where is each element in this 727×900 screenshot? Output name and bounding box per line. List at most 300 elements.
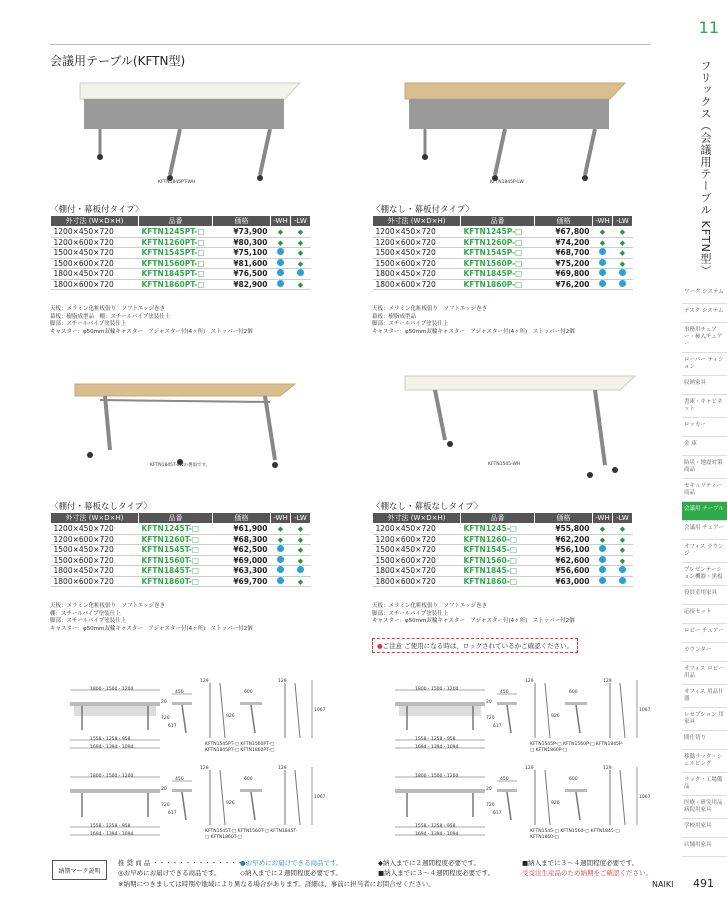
header-code: 品番 bbox=[461, 216, 535, 227]
side-title: フリックス（会議用テーブル KFTN型） bbox=[699, 60, 712, 277]
photo-caption-3: KFTN1845T-LWの裏面です。 bbox=[150, 463, 211, 468]
sidebar-item[interactable]: 事務用チェアー・極入チェアー bbox=[682, 323, 727, 353]
sidebar-item[interactable]: 役員室用家具 bbox=[682, 586, 727, 605]
code-cell: KFTN1560-□ bbox=[461, 555, 535, 566]
lw-cell bbox=[613, 576, 633, 587]
code-cell: KFTN1845PT-□ bbox=[139, 269, 213, 280]
price-cell: ¥69,700 bbox=[213, 576, 271, 587]
note-line: 天板：メラミン化粧板張り ソフトエッジ巻き bbox=[372, 603, 488, 609]
header-price: 価格 bbox=[213, 513, 271, 524]
wh-cell bbox=[271, 227, 291, 238]
spec-table-4 bbox=[372, 512, 633, 587]
note-line: 棚：スチールパイプ塗装仕上 bbox=[50, 610, 121, 617]
circle-mark-icon bbox=[277, 545, 284, 552]
diamond-mark-icon: ◆ bbox=[277, 238, 284, 247]
circle-mark-icon bbox=[599, 248, 606, 255]
code-cell: KFTN1845T-□ bbox=[139, 566, 213, 577]
spec-table-1 bbox=[50, 215, 311, 290]
header-wh: -WH bbox=[271, 513, 291, 524]
wh-cell bbox=[271, 555, 291, 566]
wh-cell bbox=[271, 258, 291, 269]
diamond-mark-icon: ◆ bbox=[297, 259, 304, 268]
size-cell: 1200×450×720 bbox=[51, 524, 139, 535]
folded-1067-label: 1067 bbox=[314, 795, 326, 800]
price-cell: ¥62,500 bbox=[213, 545, 271, 556]
table-row bbox=[51, 555, 311, 566]
code-cell: KFTN1845P-□ bbox=[461, 269, 535, 280]
table-row bbox=[373, 524, 633, 535]
lw-cell bbox=[291, 269, 311, 280]
sidebar-item[interactable]: オフィス ラウンジ bbox=[682, 540, 727, 563]
category-sidebar bbox=[682, 285, 727, 857]
table-row bbox=[51, 566, 311, 577]
price-cell: ¥69,000 bbox=[213, 555, 271, 566]
diamond-mark-icon: ◆ bbox=[297, 525, 304, 534]
folded-1067-label: 1067 bbox=[639, 708, 651, 713]
spec-notes-4 bbox=[372, 603, 575, 626]
size-cell: 1500×600×720 bbox=[373, 258, 461, 269]
size-cell: 1200×600×720 bbox=[51, 237, 139, 248]
header-wh: -WH bbox=[593, 513, 613, 524]
circle-mark-icon bbox=[619, 566, 626, 573]
height-dimension-label: 720 bbox=[486, 803, 495, 808]
caution-text: ご注意 ご使用になる時は、ロックされているかご確認ください。 bbox=[382, 642, 574, 650]
price-cell: ¥74,200 bbox=[535, 237, 593, 248]
size-cell: 1200×450×720 bbox=[51, 227, 139, 238]
folded-1067-label: 1067 bbox=[639, 795, 651, 800]
sidebar-item[interactable]: 間仕切り bbox=[682, 731, 727, 750]
lw-cell bbox=[613, 237, 633, 248]
caster-span-label: 1694・1394・1094 bbox=[415, 745, 459, 750]
circle-mark-icon bbox=[599, 259, 606, 266]
size-cell: 1200×600×720 bbox=[373, 237, 461, 248]
price-cell: ¥67,800 bbox=[535, 227, 593, 238]
note-line: キャスター：φ50mm双輪キャスター アジャスター付(4ヶ所) ストッパー付2個 bbox=[372, 618, 575, 624]
header-price: 価格 bbox=[535, 216, 593, 227]
diamond-mark-icon: ◆ bbox=[619, 556, 626, 565]
size-cell: 1200×600×720 bbox=[373, 534, 461, 545]
size-cell: 1800×600×720 bbox=[373, 576, 461, 587]
note-line: キャスター：φ50mm双輪キャスター アジャスター付(4ヶ所) ストッパー付2個 bbox=[50, 328, 253, 335]
price-cell: ¥68,300 bbox=[213, 534, 271, 545]
lw-cell bbox=[291, 248, 311, 259]
code-cell: KFTN1260-□ bbox=[461, 534, 535, 545]
price-cell: ¥63,000 bbox=[535, 576, 593, 587]
folded-129-label-2: 129 bbox=[603, 766, 612, 771]
diamond-mark-icon: ◆ bbox=[599, 238, 606, 247]
price-cell: ¥80,300 bbox=[213, 237, 271, 248]
note-line: キャスター：φ50mm双輪キャスター アジャスター付(4ヶ所) ストッパー付2個 bbox=[372, 328, 575, 335]
circle-mark-icon bbox=[277, 577, 284, 584]
lw-cell bbox=[613, 258, 633, 269]
table-row bbox=[373, 279, 633, 290]
sidebar-item[interactable]: カウンター bbox=[682, 643, 727, 662]
header-size: 外寸法 (W×D×H) bbox=[51, 216, 139, 227]
size-cell: 1500×450×720 bbox=[51, 248, 139, 259]
table-row bbox=[373, 534, 633, 545]
note-line: 天板：メラミン化粧板張り ソフトエッジ巻き bbox=[372, 306, 488, 312]
size-cell: 1800×450×720 bbox=[51, 566, 139, 577]
size-cell: 1500×450×720 bbox=[373, 248, 461, 259]
sidebar-item[interactable]: ラック・工場備品 bbox=[682, 773, 727, 796]
page-number-top: 11 bbox=[698, 18, 719, 37]
wh-cell bbox=[593, 566, 613, 577]
circle-mark-icon bbox=[277, 259, 284, 266]
price-cell: ¥76,500 bbox=[213, 269, 271, 280]
wh-cell bbox=[593, 258, 613, 269]
product-photo-2 bbox=[395, 75, 645, 190]
lw-cell bbox=[291, 258, 311, 269]
folded-129-label: 129 bbox=[200, 679, 209, 684]
drawing-models-label: KFTN1545T-□ KFTN1560T-□ KFTN1845T-□ KFTN1860T-□ bbox=[205, 829, 298, 840]
size-cell: 1500×450×720 bbox=[51, 545, 139, 556]
sidebar-item[interactable]: セキュリティー 商品 bbox=[682, 479, 727, 502]
circle-mark-icon bbox=[619, 280, 626, 287]
size-cell: 1800×600×720 bbox=[51, 576, 139, 587]
photo-caption-4: KFTN1545-WH bbox=[488, 462, 521, 467]
code-cell: KFTN1560P-□ bbox=[461, 258, 535, 269]
code-cell: KFTN1845-□ bbox=[461, 566, 535, 577]
lw-cell bbox=[291, 237, 311, 248]
wh-cell bbox=[271, 237, 291, 248]
lw-cell bbox=[613, 279, 633, 290]
table-row bbox=[373, 258, 633, 269]
code-cell: KFTN1260P-□ bbox=[461, 237, 535, 248]
diamond-mark-icon: ◆ bbox=[619, 525, 626, 534]
diamond-mark-icon: ◆ bbox=[297, 535, 304, 544]
diamond-mark-icon: ◆ bbox=[599, 228, 606, 237]
circle-mark-icon bbox=[599, 269, 606, 276]
sidebar-item[interactable]: ローパー ティション bbox=[682, 353, 727, 376]
thickness-dimension-label: 20 bbox=[161, 700, 167, 705]
photo-caption-2: KFTN1845P-LW bbox=[490, 180, 524, 185]
lw-cell bbox=[613, 269, 633, 280]
legend-mark-3: ■納入までに３～４週間程度必要です。 bbox=[522, 859, 639, 867]
diamond-mark-icon: ◆ bbox=[619, 249, 626, 258]
table-row bbox=[51, 258, 311, 269]
depth-600-label: 600 bbox=[244, 777, 253, 782]
diamond-mark-icon: ◆ bbox=[297, 577, 304, 586]
diamond-mark-icon: ◆ bbox=[277, 228, 284, 237]
circle-mark-icon bbox=[277, 269, 284, 276]
diamond-mark-icon: ◆ bbox=[619, 238, 626, 247]
header-size: 外寸法 (W×D×H) bbox=[373, 216, 461, 227]
price-cell: ¥56,600 bbox=[535, 566, 593, 577]
sidebar-item[interactable]: デスク システム bbox=[682, 304, 727, 323]
code-cell: KFTN1545-□ bbox=[461, 545, 535, 556]
size-cell: 1800×600×720 bbox=[373, 279, 461, 290]
note-line: 脚部：スチールパイプ塗装仕上 bbox=[50, 618, 127, 624]
wh-cell bbox=[593, 524, 613, 535]
lw-cell bbox=[613, 555, 633, 566]
code-cell: KFTN1560PT-□ bbox=[139, 258, 213, 269]
section-title-1: 〈棚付・幕板付タイプ〉 bbox=[50, 205, 144, 215]
circle-mark-icon bbox=[599, 577, 606, 584]
sidebar-item[interactable]: 学校用家具 bbox=[682, 819, 727, 838]
diamond-mark-icon: ◆ bbox=[297, 249, 304, 258]
wh-cell bbox=[593, 555, 613, 566]
lw-cell bbox=[291, 534, 311, 545]
sidebar-item[interactable]: オフィス 用品什器 bbox=[682, 685, 727, 708]
depth-600-label: 600 bbox=[569, 690, 578, 695]
note-line: 天板：メラミン化粧板張り ソフトエッジ巻き bbox=[50, 306, 166, 312]
table-header-row bbox=[51, 216, 311, 227]
size-cell: 1200×600×720 bbox=[51, 534, 139, 545]
lw-cell bbox=[291, 545, 311, 556]
sidebar-item[interactable]: ロッカー bbox=[682, 418, 727, 437]
wh-cell bbox=[593, 279, 613, 290]
code-cell: KFTN1245-□ bbox=[461, 524, 535, 535]
folded-926-label: 926 bbox=[226, 714, 235, 719]
circle-mark-icon bbox=[599, 545, 606, 552]
photo-caption-1: KFTN1845PT-WH bbox=[158, 180, 196, 185]
delivery-mark-legend-label: 納期マーク説明 bbox=[52, 860, 107, 880]
size-cell: 1800×450×720 bbox=[373, 269, 461, 280]
depth-450-label: 450 bbox=[500, 777, 509, 782]
drawing-models-label: KFTN1545P-□ KFTN1560P-□ KFTN1845P-□ KFTN1860P-□ bbox=[530, 742, 624, 753]
sidebar-item[interactable]: 会議用 チェアー bbox=[682, 521, 727, 540]
code-cell: KFTN1245T-□ bbox=[139, 524, 213, 535]
circle-mark-icon bbox=[277, 248, 284, 255]
sidebar-item[interactable]: ロビー チェアー bbox=[682, 624, 727, 643]
wh-cell bbox=[593, 269, 613, 280]
wh-cell bbox=[593, 237, 613, 248]
width-dimension-label: 1800・1500・1200 bbox=[415, 687, 459, 692]
size-cell: 1800×600×720 bbox=[51, 279, 139, 290]
depth-600-label: 600 bbox=[244, 690, 253, 695]
sidebar-item[interactable]: ワーク システム bbox=[682, 285, 727, 304]
height-dimension-label: 720 bbox=[486, 716, 495, 721]
legend-mark-6: ■納入までに３～４週間程度必要です。 bbox=[378, 869, 495, 877]
table-row bbox=[51, 545, 311, 556]
sidebar-item[interactable]: レセプション 用家具 bbox=[682, 708, 727, 731]
sidebar-item[interactable]: 店舗用家具 bbox=[682, 838, 727, 857]
width-dimension-label: 1800・1500・1200 bbox=[90, 774, 134, 779]
sidebar-item[interactable]: 金 庫 bbox=[682, 437, 727, 456]
header-lw: -LW bbox=[613, 513, 633, 524]
header-lw: -LW bbox=[291, 513, 311, 524]
price-cell: ¥68,700 bbox=[535, 248, 593, 259]
size-cell: 1200×450×720 bbox=[373, 524, 461, 535]
sidebar-item[interactable]: 防災・地震対策商品 bbox=[682, 456, 727, 479]
note-line: 脚部：スチールパイプ塗装仕上 bbox=[50, 321, 127, 327]
legend-note: ※納期につきましては時期や地域により異なる場合があります。詳細は、事前に担当者にお問合せください。 bbox=[118, 880, 435, 888]
circle-mark-icon bbox=[599, 566, 606, 573]
folded-129-label-2: 129 bbox=[278, 766, 287, 771]
folded-617-label: 617 bbox=[168, 811, 177, 816]
size-cell: 1500×600×720 bbox=[51, 555, 139, 566]
lw-cell bbox=[613, 524, 633, 535]
sidebar-item[interactable]: 会議用 テーブル bbox=[682, 502, 727, 521]
caster-span-label: 1694・1394・1094 bbox=[90, 745, 134, 750]
lw-cell bbox=[291, 524, 311, 535]
sidebar-item[interactable]: プレゼンテーション機器・黒板 bbox=[682, 563, 727, 586]
diamond-mark-icon: ◆ bbox=[277, 525, 284, 534]
size-cell: 1500×600×720 bbox=[373, 555, 461, 566]
sidebar-item[interactable]: 書庫・キャビネット bbox=[682, 395, 727, 418]
diamond-mark-icon: ◆ bbox=[619, 535, 626, 544]
drawing-models-label: KFTN1545PT-□ KFTN1560PT-□ KFTN1845PT-□ KFTN1860PT-□ bbox=[205, 742, 275, 753]
section-title-2: 〈棚なし・幕板付タイプ〉 bbox=[372, 205, 474, 215]
depth-450-label: 450 bbox=[175, 690, 184, 695]
spec-notes-1 bbox=[50, 306, 253, 336]
wh-cell bbox=[271, 524, 291, 535]
leg-span-label: 1558・1258・958 bbox=[90, 824, 131, 829]
caution-dot-icon: ● bbox=[377, 642, 383, 650]
price-cell: ¥82,900 bbox=[213, 279, 271, 290]
header-price: 価格 bbox=[213, 216, 271, 227]
diamond-mark-icon: ◆ bbox=[599, 525, 606, 534]
header-code: 品番 bbox=[461, 513, 535, 524]
thickness-dimension-label: 20 bbox=[161, 787, 167, 792]
circle-mark-icon bbox=[297, 269, 304, 276]
note-line: 幕板：樹脂成型品 bbox=[372, 313, 417, 320]
table-row bbox=[51, 227, 311, 238]
price-cell: ¥76,200 bbox=[535, 279, 593, 290]
header-wh: -WH bbox=[271, 216, 291, 227]
folded-617-label: 617 bbox=[168, 724, 177, 729]
wh-cell bbox=[271, 566, 291, 577]
caster-span-label: 1694・1394・1094 bbox=[415, 832, 459, 837]
title-rule bbox=[50, 44, 650, 45]
product-photo-1 bbox=[60, 75, 310, 190]
folded-617-label: 617 bbox=[493, 724, 502, 729]
table-row bbox=[51, 279, 311, 290]
table-row bbox=[51, 534, 311, 545]
diamond-mark-icon: ◆ bbox=[297, 556, 304, 565]
sidebar-item[interactable]: 収納家具 bbox=[682, 376, 727, 395]
spec-notes-3 bbox=[50, 603, 253, 633]
price-cell: ¥69,800 bbox=[535, 269, 593, 280]
header-code: 品番 bbox=[139, 513, 213, 524]
lw-cell bbox=[291, 555, 311, 566]
table-row bbox=[51, 576, 311, 587]
diamond-mark-icon: ◆ bbox=[599, 535, 606, 544]
code-cell: KFTN1860T-□ bbox=[139, 576, 213, 587]
depth-450-label: 450 bbox=[175, 777, 184, 782]
sidebar-item[interactable]: 医療・研究用品 病院用家具 bbox=[682, 796, 727, 819]
table-row bbox=[51, 248, 311, 259]
price-cell: ¥73,900 bbox=[213, 227, 271, 238]
wh-cell bbox=[271, 269, 291, 280]
diamond-mark-icon: ◆ bbox=[297, 280, 304, 289]
table-row bbox=[373, 545, 633, 556]
folded-1067-label: 1067 bbox=[314, 708, 326, 713]
table-row bbox=[51, 237, 311, 248]
lw-cell bbox=[291, 566, 311, 577]
code-cell: KFTN1545PT-□ bbox=[139, 248, 213, 259]
caster-span-label: 1694・1394・1094 bbox=[90, 832, 134, 837]
leg-span-label: 1558・1258・958 bbox=[90, 737, 131, 742]
code-cell: KFTN1245PT-□ bbox=[139, 227, 213, 238]
height-dimension-label: 720 bbox=[161, 803, 170, 808]
table-row bbox=[51, 524, 311, 535]
table-row bbox=[373, 237, 633, 248]
folded-926-label: 926 bbox=[226, 801, 235, 806]
note-line: 幕板：樹脂成型品 棚：スチールパイプ塗装仕上 bbox=[50, 313, 171, 320]
code-cell: KFTN1260T-□ bbox=[139, 534, 213, 545]
circle-mark-icon bbox=[297, 566, 304, 573]
section-title-4: 〈棚なし・幕板なしタイプ〉 bbox=[372, 502, 483, 512]
circle-mark-icon bbox=[277, 566, 284, 573]
code-cell: KFTN1245P-□ bbox=[461, 227, 535, 238]
code-cell: KFTN1260PT-□ bbox=[139, 237, 213, 248]
code-cell: KFTN1860-□ bbox=[461, 576, 535, 587]
diamond-mark-icon: ◆ bbox=[277, 535, 284, 544]
brand-name: NAIKI bbox=[652, 880, 674, 889]
price-cell: ¥62,600 bbox=[535, 555, 593, 566]
spec-notes-2 bbox=[372, 306, 575, 336]
sidebar-item[interactable]: 移動ラック・シェルビング bbox=[682, 750, 727, 773]
wh-cell bbox=[593, 576, 613, 587]
spec-table-3 bbox=[50, 512, 311, 587]
price-cell: ¥75,100 bbox=[213, 248, 271, 259]
spec-table-2 bbox=[372, 215, 633, 290]
price-cell: ¥62,200 bbox=[535, 534, 593, 545]
lw-cell bbox=[613, 545, 633, 556]
circle-mark-icon bbox=[599, 556, 606, 563]
page-title: 会議用テーブル(KFTN型) bbox=[50, 54, 186, 68]
table-row bbox=[373, 576, 633, 587]
header-lw: -LW bbox=[291, 216, 311, 227]
leg-span-label: 1558・1258・958 bbox=[415, 737, 456, 742]
table-row bbox=[373, 227, 633, 238]
code-cell: KFTN1860P-□ bbox=[461, 279, 535, 290]
price-cell: ¥75,200 bbox=[535, 258, 593, 269]
header-size: 外寸法 (W×D×H) bbox=[51, 513, 139, 524]
wh-cell bbox=[593, 227, 613, 238]
table-row bbox=[373, 269, 633, 280]
folded-129-label: 129 bbox=[525, 766, 534, 771]
circle-mark-icon bbox=[619, 269, 626, 276]
lw-cell bbox=[291, 279, 311, 290]
lw-cell bbox=[613, 248, 633, 259]
note-line: 脚部：スチールパイプ塗装仕上 bbox=[372, 610, 449, 617]
depth-450-label: 450 bbox=[500, 690, 509, 695]
circle-mark-icon bbox=[277, 280, 284, 287]
depth-600-label: 600 bbox=[569, 777, 578, 782]
sidebar-item[interactable]: 応接セット bbox=[682, 605, 727, 624]
size-cell: 1800×450×720 bbox=[51, 269, 139, 280]
table-row bbox=[373, 555, 633, 566]
legend-mark-7: 受受注生産品のため納期をご確認ください。 bbox=[522, 869, 652, 877]
header-wh: -WH bbox=[593, 216, 613, 227]
folded-129-label-2: 129 bbox=[278, 679, 287, 684]
header-price: 価格 bbox=[535, 513, 593, 524]
wh-cell bbox=[271, 534, 291, 545]
header-code: 品番 bbox=[139, 216, 213, 227]
table-row bbox=[51, 269, 311, 280]
table-header-row bbox=[51, 513, 311, 524]
circle-mark-icon bbox=[277, 556, 284, 563]
legend-recommended: 推 奨 商 品 ・・・・・・・・・・・・・・・ bbox=[118, 859, 250, 867]
diamond-mark-icon: ◆ bbox=[297, 546, 304, 555]
drawing-models-label: KFTN1545-□ KFTN1560-□ KFTN1845-□ KFTN1860-□ bbox=[530, 829, 620, 840]
diamond-mark-icon: ◆ bbox=[297, 228, 304, 237]
wh-cell bbox=[593, 545, 613, 556]
folded-617-label: 617 bbox=[493, 811, 502, 816]
code-cell: KFTN1545T-□ bbox=[139, 545, 213, 556]
wh-cell bbox=[271, 576, 291, 587]
wh-cell bbox=[271, 248, 291, 259]
table-row bbox=[373, 566, 633, 577]
sidebar-item[interactable]: オフィス ロビー用品 bbox=[682, 662, 727, 685]
lw-cell bbox=[291, 227, 311, 238]
circle-mark-icon bbox=[619, 577, 626, 584]
price-cell: ¥63,300 bbox=[213, 566, 271, 577]
legend-mark-4: ◎お早めにお届けできる商品です。 bbox=[118, 869, 221, 877]
legend-mark-1: ●お早めにお届けできる商品です。 bbox=[240, 859, 343, 867]
